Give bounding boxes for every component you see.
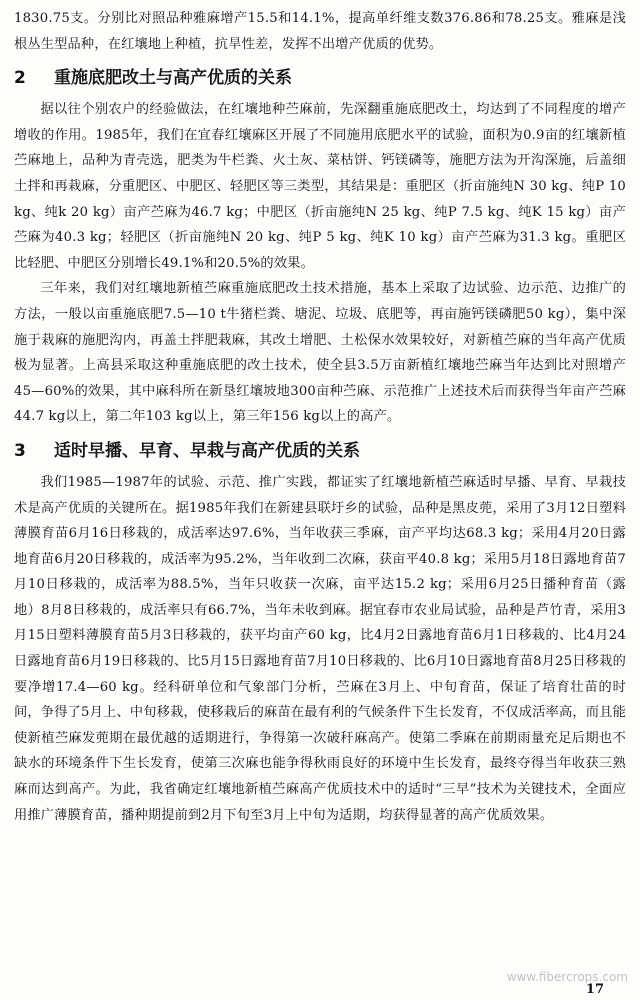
- document-content: [14, 6, 626, 828]
- section-2-heading: [14, 65, 626, 91]
- section-2-title: 重施底肥改土与高产优质的关系: [54, 68, 292, 89]
- intro-paragraph: 1830.75支。分别比对照品种雅麻增产15.5和14.1%，提高单纤维支数376.86和78.25支。雅麻是浅根丛生型品种，在红壤地上种植，抗旱性差，发挥不出增产优质的优势。: [14, 11, 626, 52]
- section-2-number: 2: [14, 68, 26, 89]
- page-number: 17: [585, 982, 604, 997]
- section-2-paragraph-2: 三年来，我们对红壤地新植苎麻重施底肥改土技术措施，基本上采取了边试验、边示范、边推广的方法，一般以亩重施底肥7.5—10 t牛猪栏粪、塘泥、垃圾、底肥等，再亩施钙镁磷肥50 kg），集中深施于栽麻的施肥沟内，再盖土拌肥栽麻，其改土增肥、土松保水效果较好，对新植苎麻的当年高产优质极为显著。上高县采取这种重施底肥的改土技术，使全县3.5万亩新植红壤地苎麻当年达到比对照增产45—60%的效果，其中麻科所在新垦红壤坡地300亩种苎麻、示范推广上述技术后而获得当年亩产苎麻44.7 kg以上，第二年103 kg以上，第三年156 kg以上的高产。: [14, 281, 626, 425]
- section-3-title: 适时早播、早育、早栽与高产优质的关系: [54, 440, 360, 461]
- watermark: www.fibercrops.com: [506, 970, 628, 984]
- section-2-paragraph-1: 据以往个别农户的经验做法，在红壤地种苎麻前，先深翻重施底肥改土，均达到了不同程度的增产增收的作用。1985年，我们在宜春红壤麻区开展了不同施用底肥水平的试验，面积为0.9亩的红壤新植苎麻地上，品种为青壳选，肥类为牛栏粪、火土灰、菜枯饼、钙镁磷等，施肥方法为开沟深施，后盖细土拌和再栽麻，分重肥区、中肥区、轻肥区等三类型，其结果是：重肥区（折亩施纯N 30 kg、纯P 10 kg、纯k 20 kg）亩产苎麻为46.7 kg；中肥区（折亩施纯N 25 kg、纯P 7.5 kg、纯K 15 kg）亩产苎麻为40.3 kg；轻肥区（折亩施纯N 20 kg、纯P 5 kg、纯K 10 kg）亩产苎麻为31.3 kg。重肥区比轻肥、中肥区分别增长49.1%和20.5%的效果。: [14, 102, 626, 271]
- section-3-paragraph-1: 我们1985—1987年的试验、示范、推广实践，都证实了红壤地新植苎麻适时早播、早育、早栽技术是高产优质的关键所在。据1985年我们在新建县联圩乡的试验，品种是黑皮蔸，采用了3月12日塑料薄膜育苗6月16日移栽的，成活率达97.6%，当年收获三季麻，亩产平均达68.3 kg；采用4月20日露地育苗6月20日移栽的，成活率为95.2%，当年收到二次麻，获亩平40.8 kg；采用5月18日露地育苗7月10日移栽的，成活率为88.5%，当年只收获一次麻，亩平达15.2 kg；采用6月25日播种育苗（露地）8月8日移栽的，成活率只有66.7%，当年未收到麻。据宜春市农业局试验，品种是芦竹青，采用3月15日塑料薄膜育苗5月3日移栽的，获平均亩产60 kg，比4月2日露地育苗6月1日移栽的、比4月24日露地育苗6月19日移栽的、比5月15日露地育苗7月10日移栽的、比6月10日露地育苗8月25日移栽的要净增17.4—60 kg。经科研单位和气象部门分析，苎麻在3月上、中旬育苗，保证了培育壮苗的时间，争得了5月上、中旬移栽，使移栽后的麻苗在最有利的气候条件下生长发育，不仅成活率高，而且能使新植苎麻发蔸期在最优越的适期进行，争得第一次破秆麻高产。使第二季麻在前期雨量充足后期也不缺水的环境条件下生长发育，使第三次麻也能争得秋雨良好的环境中生长发育，最终夺得当年收获三熟麻而达到高产。为此，我省确定红壤地新植苎麻高产优质技术中的适时“三早”技术为关键技术，全面应用推广薄膜育苗，播种期提前到2月下旬至3月上中旬为适期，均获得显著的高产优质效果。: [14, 474, 626, 823]
- section-3-heading: [14, 438, 626, 464]
- section-3-number: 3: [14, 440, 26, 461]
